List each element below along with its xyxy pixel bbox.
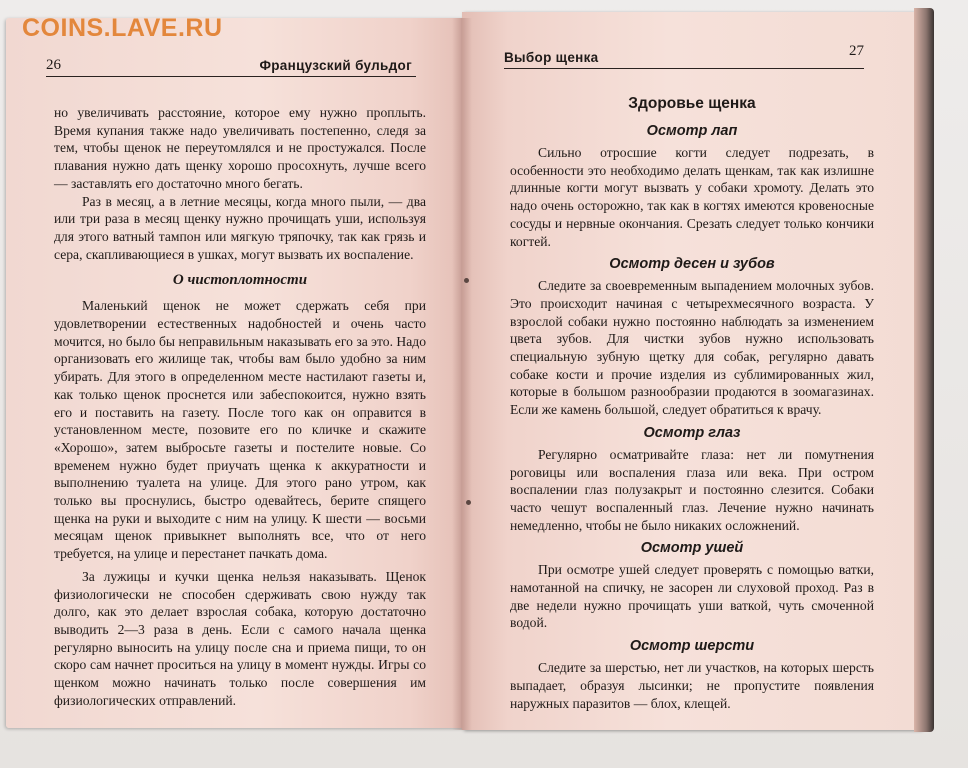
section-heading-cleanliness: О чистоплотности — [172, 272, 308, 289]
subheading-ears: Осмотр ушей — [640, 540, 744, 557]
subheading-eyes: Осмотр глаз — [643, 424, 741, 441]
watermark: COINS.LAVE.RU — [22, 14, 223, 42]
paragraph: Маленький щенок не может сдержать себя при удовлетворении естественных надобностей и очень часто мочится, но было бы неправильным наказывать его за это. Надо организовать его жилище так, чтобы вам было удобно за ним убирать. Для этого в определенном месте настилают газеты и, как только щенок проснется или забеспокоится, нужно взять его и поставить на газету. После того как он оправится в установленном месте, позовите его по кличке и скажите «Хорошо», затем выбросьте газеты и постелите новые. Со временем нужно будет приучать щенка к аккуратности и выполнению туалета на улице. Для этого рано утром, как только вы проснулись, быстро одевайтесь, берите спящего щенка на руки и выходите с ним на улицу. К шести — восьми месяцам щенок привыкнет выполнять все, что от него требуется, на улице и перестанет пачкать дома. — [54, 298, 426, 562]
right-running-title: Выбор щенка — [504, 50, 599, 65]
right-page-number: 27 — [849, 43, 864, 59]
paragraph: За лужицы и кучки щенка нельзя наказывать. Щенок физиологически не способен сдерживать свою нужду так долго, как это делает взрослая собака, которую достаточно выводить 2—3 раза в день. Если с самого начала щенка регулярно выносить на улицу после сна и приема пищи, то он скоро сам начнет проситься на улицу в момент нужды. Игры со щенком можно начинать только после совершения им физиологических отправлений. — [54, 568, 426, 708]
right-page-text — [510, 92, 874, 712]
paragraph: Следите за шерстью, нет ли участков, на которых шерсть выпадает, образуя лысинки; не пропустите появления наружных паразитов — блох, клещей. — [510, 660, 874, 711]
left-page-number: 26 — [46, 57, 61, 73]
left-page-header — [46, 54, 416, 77]
paragraph: но увеличивать расстояние, которое ему нужно проплыть. Время купания также надо увеличивать постепенно, следя за тем, чтобы щенок не переутомлялся и не простужался. После плавания нужно дать щенку хорошо просохнуть, лучше всего — заставлять его достаточно много бегать. — [54, 105, 426, 191]
paragraph: Регулярно осматривайте глаза: нет ли помутнения роговицы или воспаления глаза или века. При остром воспалении глаз полузакрыт и постоянно слезится. Собаки часто чешут воспаленный глаз. Лечение нужно начинать немедленно, чтобы не было никаких осложнений. — [510, 446, 874, 533]
paragraph: При осмотре ушей следует проверять с помощью ватки, намотанной на спичку, не засорен ли слуховой проход. Раз в две недели нужно прочищать уши ваткой, чуть смоченной водой. — [510, 562, 874, 631]
subheading-coat: Осмотр шерсти — [629, 638, 755, 655]
right-page-header — [504, 43, 864, 69]
paragraph: Сильно отросшие когти следует подрезать, в особенности это необходимо делать щенкам, так как излишне длинные когти могут вызвать у собаки хромоту. Делать это надо очень осторожно, так как в когтях имеются кровеносные сосуды и нервные окончания. Срезать следует только кончики когтей. — [510, 145, 874, 249]
section-title-puppy-health: Здоровье щенка — [628, 95, 756, 112]
book-edge — [914, 8, 934, 732]
staple-hole — [464, 278, 469, 283]
left-running-title: Французский бульдог — [259, 58, 412, 73]
subheading-gums-teeth: Осмотр десен и зубов — [609, 256, 775, 273]
book-spine — [452, 18, 472, 730]
subheading-paws: Осмотр лап — [646, 123, 738, 139]
paragraph: Раз в месяц, а в летние месяцы, когда много пыли, — два или три раза в месяц щенку нужно прочищать уши, используя для этого ватный тампон или мягкую тряпочку, так как грязь и сера, скапливающиеся в ушках, могут вызвать их воспаление. — [54, 193, 426, 262]
left-page-text — [54, 104, 426, 710]
staple-hole — [466, 500, 471, 505]
paragraph: Следите за своевременным выпадением молочных зубов. Это происходит начиная с четырехмесячного возраста. У взрослой собаки нужно постоянно наблюдать за изменением цвета зубов. Для чистки зубов нужно использовать специальную зубную щетку для собак, регулярно давать собаке кости и прочие изделия из сублимированных жил, которые в большом разнообразии продаются в зоомагазинах. Если же камень большой, следует обратиться к врачу. — [510, 278, 874, 418]
